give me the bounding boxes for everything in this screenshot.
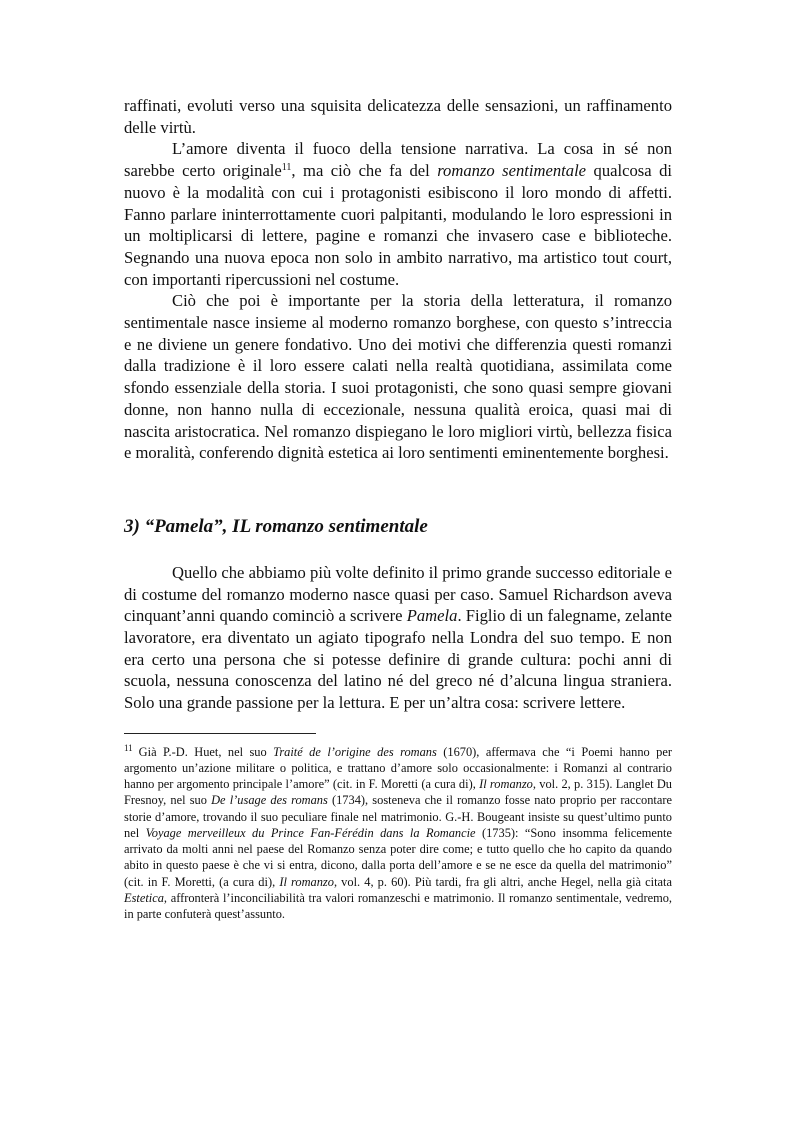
footnote-text: (1735): “Sono insomma felicemente arrivato da molti anni nel paese del Romanzo senza poter dire come; e tutto quello che ho capito da quando abito in questo paese è che vi si entra, dicono, dalla porta dell’amore e se ne esce da quella del matrimonio” (cit. in F. Moretti, (a cura di), — [124, 825, 672, 889]
emphasis-text: romanzo sentimentale — [437, 161, 587, 181]
footnote-text: , vol. 4, p. 60). Più tardi, fra gli altri, anche Hegel, nella già citata — [333, 874, 672, 889]
footnote-text: , affronterà l’inconciliabilità tra valori romanzeschi e matrimonio. Il romanzo sentimentale, vedremo, in parte confuterà quest’assunto. — [124, 890, 672, 921]
paragraph-text: L’amore diventa il fuoco della tensione narrativa. La cosa in sé non sarebbe certo originale — [124, 139, 672, 181]
paragraph-text: , ma ciò che fa del — [291, 161, 438, 181]
footnote-text: , vol. 2, p. 315). Langlet Du Fresnoy, nel suo — [124, 777, 672, 808]
footnote-title: Voyage merveilleux du Prince Fan-Férédin dans la Romancie — [145, 825, 476, 840]
footnote-number: 11 — [124, 742, 133, 753]
section-heading: 3) “Pamela”, IL romanzo sentimentale — [124, 515, 428, 537]
footnote-title: Estetica — [124, 890, 164, 905]
paragraph-text: qualcosa di nuovo è la modalità con cui i protagonisti esibiscono il loro mondo di affetti. Fanno parlare ininterrottamente cuori palpitanti, modulando le loro espressioni in un moltiplicarsi di lettere, pagine e romanzi che invasero case e biblioteche. Segnando una nuova epoca non solo in ambito narrativo, ma artistico tout court, con importanti ripercussioni nel costume. — [124, 161, 672, 289]
footnote-title: De l’usage des romans — [211, 793, 328, 808]
footnote-text: (1734), sosteneva che il romanzo fosse nato proprio per raccontare storie d’amore, trovando il suo peculiare finale nel matrimonio. G.-H. Bougeant insiste su quest’ultimo punto nel — [124, 793, 672, 840]
footnote-separator — [124, 733, 316, 734]
footnote — [124, 744, 672, 922]
footnote-text: (1670), affermava che “i Poemi hanno per argomento un’azione militare o politica, e trattano d’amore solo occasionalmente: i Romanzi al contrario hanno per argomento principale l’amore” (cit. in F. Moretti (a cura di), — [124, 744, 672, 792]
footnote-title: Il romanzo — [279, 874, 334, 889]
footnote-reference[interactable]: 11 — [281, 162, 292, 174]
paragraph-bourgeois-novel: Ciò che poi è importante per la storia della letteratura, il romanzo sentimentale nasce insieme al moderno romanzo borghese, con questo s’intreccia e ne diviene un genere fondativo. Uno dei motivi che differenzia questi romanzi dalla tradizione è il loro essere calati nella realtà quotidiana, assimilata come sfondo essenziale della storia. I suoi protagonisti, che sono quasi sempre giovani donne, non hanno nulla di eccezionale, nessuna qualità eroica, quasi mai di nascita aristocratica. Nel romanzo dispiegano le loro migliori virtù, bellezza fisica e moralità, conferendo dignità estetica ai loro sentimenti eminentemente borghesi. — [124, 291, 672, 463]
paragraph-text: Quello che abbiamo più volte definito il primo grande successo editoriale e di costume del romanzo moderno nasce quasi per caso. Samuel Richardson aveva cinquant’anni quando cominciò a scrivere — [124, 562, 672, 626]
paragraph-love-narrative — [124, 138, 672, 290]
document-page — [124, 95, 672, 922]
footnote-title: Traité de l’origine des romans — [273, 744, 437, 759]
paragraph-continuation: raffinati, evoluti verso una squisita delicatezza delle sensazioni, un raffinamento delle virtù. — [124, 96, 672, 137]
paragraph-text: . Figlio di un falegname, zelante lavoratore, era diventato un agiato tipografo nella Londra del suo tempo. E non era certo una persona che si potesse definire di grande cultura: pochi anni di scuola, nessuna conoscenza del latino né del greco né d’alcuna lingua straniera. Solo una grande passione per la lettura. E per un’altra cosa: scrivere lettere. — [124, 606, 672, 713]
footnote-text: Già P.-D. Huet, nel suo — [138, 744, 274, 759]
footnote-title: Il romanzo — [479, 777, 533, 792]
paragraph-pamela — [124, 562, 672, 714]
emphasis-text: Pamela — [406, 606, 458, 626]
